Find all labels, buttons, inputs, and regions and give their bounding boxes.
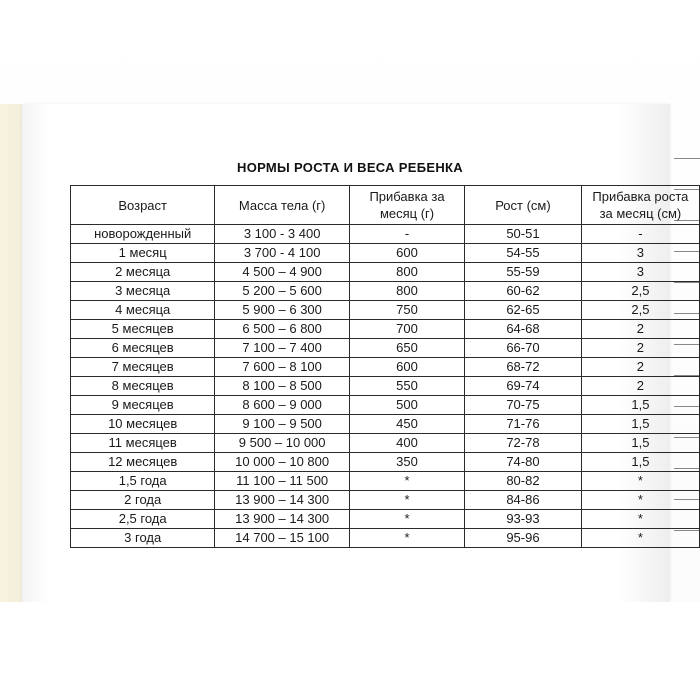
cell-age: 9 месяцев	[71, 396, 215, 415]
cell-height: 55-59	[465, 263, 582, 282]
table-row	[71, 263, 700, 282]
cell-age: 3 года	[71, 529, 215, 548]
table-row	[71, 415, 700, 434]
cell-height-gain: 2,5	[581, 301, 699, 320]
header-weight-gain: Прибавка за месяц (г)	[349, 186, 464, 225]
header-age: Возраст	[71, 186, 215, 225]
table-row	[71, 320, 700, 339]
cell-height-gain: 2	[581, 339, 699, 358]
cell-weight-gain: 800	[349, 282, 464, 301]
ruled-line	[674, 158, 700, 159]
table-row	[71, 225, 700, 244]
cell-height-gain: 1,5	[581, 415, 699, 434]
table-row	[71, 377, 700, 396]
cell-height: 64-68	[465, 320, 582, 339]
cell-mass: 13 900 – 14 300	[215, 510, 350, 529]
cell-weight-gain: 350	[349, 453, 464, 472]
cell-height-gain: *	[581, 491, 699, 510]
table-row	[71, 339, 700, 358]
cell-height-gain: 2	[581, 358, 699, 377]
cell-height-gain: 2	[581, 320, 699, 339]
book-page-edge	[0, 104, 22, 602]
cell-mass: 8 600 – 9 000	[215, 396, 350, 415]
cell-height-gain: 3	[581, 244, 699, 263]
table-row	[71, 244, 700, 263]
cell-age: 10 месяцев	[71, 415, 215, 434]
cell-age: новорожденный	[71, 225, 215, 244]
cell-weight-gain: 700	[349, 320, 464, 339]
cell-height: 74-80	[465, 453, 582, 472]
cell-weight-gain: *	[349, 529, 464, 548]
table-row	[71, 453, 700, 472]
cell-height: 60-62	[465, 282, 582, 301]
cell-mass: 10 000 – 10 800	[215, 453, 350, 472]
table-body	[71, 225, 700, 548]
cell-age: 2 месяца	[71, 263, 215, 282]
cell-age: 5 месяцев	[71, 320, 215, 339]
table-row	[71, 396, 700, 415]
cell-mass: 7 100 – 7 400	[215, 339, 350, 358]
cell-weight-gain: *	[349, 491, 464, 510]
cell-weight-gain: 450	[349, 415, 464, 434]
cell-age: 4 месяца	[71, 301, 215, 320]
cell-mass: 5 900 – 6 300	[215, 301, 350, 320]
cell-age: 12 месяцев	[71, 453, 215, 472]
cell-mass: 9 500 – 10 000	[215, 434, 350, 453]
cell-age: 2 года	[71, 491, 215, 510]
cell-mass: 7 600 – 8 100	[215, 358, 350, 377]
cell-height-gain: *	[581, 529, 699, 548]
cell-height: 72-78	[465, 434, 582, 453]
cell-height-gain: -	[581, 225, 699, 244]
cell-weight-gain: -	[349, 225, 464, 244]
cell-height: 71-76	[465, 415, 582, 434]
cell-height: 66-70	[465, 339, 582, 358]
cell-height-gain: *	[581, 510, 699, 529]
cell-height-gain: 2,5	[581, 282, 699, 301]
header-mass: Масса тела (г)	[215, 186, 350, 225]
cell-weight-gain: *	[349, 472, 464, 491]
table-row	[71, 301, 700, 320]
cell-height: 93-93	[465, 510, 582, 529]
table-row	[71, 434, 700, 453]
cell-weight-gain: 500	[349, 396, 464, 415]
cell-mass: 8 100 – 8 500	[215, 377, 350, 396]
cell-age: 3 месяца	[71, 282, 215, 301]
cell-mass: 9 100 – 9 500	[215, 415, 350, 434]
cell-height-gain: 2	[581, 377, 699, 396]
cell-height: 50-51	[465, 225, 582, 244]
table-row	[71, 358, 700, 377]
cell-mass: 5 200 – 5 600	[215, 282, 350, 301]
cell-mass: 11 100 – 11 500	[215, 472, 350, 491]
cell-weight-gain: 600	[349, 358, 464, 377]
cell-weight-gain: 650	[349, 339, 464, 358]
cell-height: 80-82	[465, 472, 582, 491]
cell-age: 11 месяцев	[71, 434, 215, 453]
cell-height-gain: *	[581, 472, 699, 491]
cell-height-gain: 1,5	[581, 434, 699, 453]
cell-height-gain: 1,5	[581, 396, 699, 415]
cell-age: 1 месяц	[71, 244, 215, 263]
cell-weight-gain: 550	[349, 377, 464, 396]
cell-height: 84-86	[465, 491, 582, 510]
cell-age: 6 месяцев	[71, 339, 215, 358]
cell-height: 69-74	[465, 377, 582, 396]
cell-height: 62-65	[465, 301, 582, 320]
photo-bottom-background	[0, 602, 700, 700]
table-header-row	[71, 186, 700, 225]
cell-height-gain: 1,5	[581, 453, 699, 472]
cell-age: 2,5 года	[71, 510, 215, 529]
header-height: Рост (см)	[465, 186, 582, 225]
cell-weight-gain: 750	[349, 301, 464, 320]
table-row	[71, 529, 700, 548]
header-height-gain: Прибавка роста за месяц (см)	[581, 186, 699, 225]
table-row	[71, 510, 700, 529]
cell-mass: 14 700 – 15 100	[215, 529, 350, 548]
cell-age: 7 месяцев	[71, 358, 215, 377]
growth-weight-table	[70, 185, 700, 548]
table-row	[71, 282, 700, 301]
cell-age: 8 месяцев	[71, 377, 215, 396]
cell-mass: 4 500 – 4 900	[215, 263, 350, 282]
cell-height: 68-72	[465, 358, 582, 377]
cell-mass: 13 900 – 14 300	[215, 491, 350, 510]
cell-height: 70-75	[465, 396, 582, 415]
cell-weight-gain: *	[349, 510, 464, 529]
cell-mass: 6 500 – 6 800	[215, 320, 350, 339]
table-row	[71, 491, 700, 510]
cell-height-gain: 3	[581, 263, 699, 282]
page-title: НОРМЫ РОСТА И ВЕСА РЕБЕНКА	[237, 160, 463, 175]
cell-height: 95-96	[465, 529, 582, 548]
cell-age: 1,5 года	[71, 472, 215, 491]
cell-height: 54-55	[465, 244, 582, 263]
cell-weight-gain: 400	[349, 434, 464, 453]
table-row	[71, 472, 700, 491]
cell-mass: 3 100 - 3 400	[215, 225, 350, 244]
cell-weight-gain: 600	[349, 244, 464, 263]
cell-mass: 3 700 - 4 100	[215, 244, 350, 263]
cell-weight-gain: 800	[349, 263, 464, 282]
